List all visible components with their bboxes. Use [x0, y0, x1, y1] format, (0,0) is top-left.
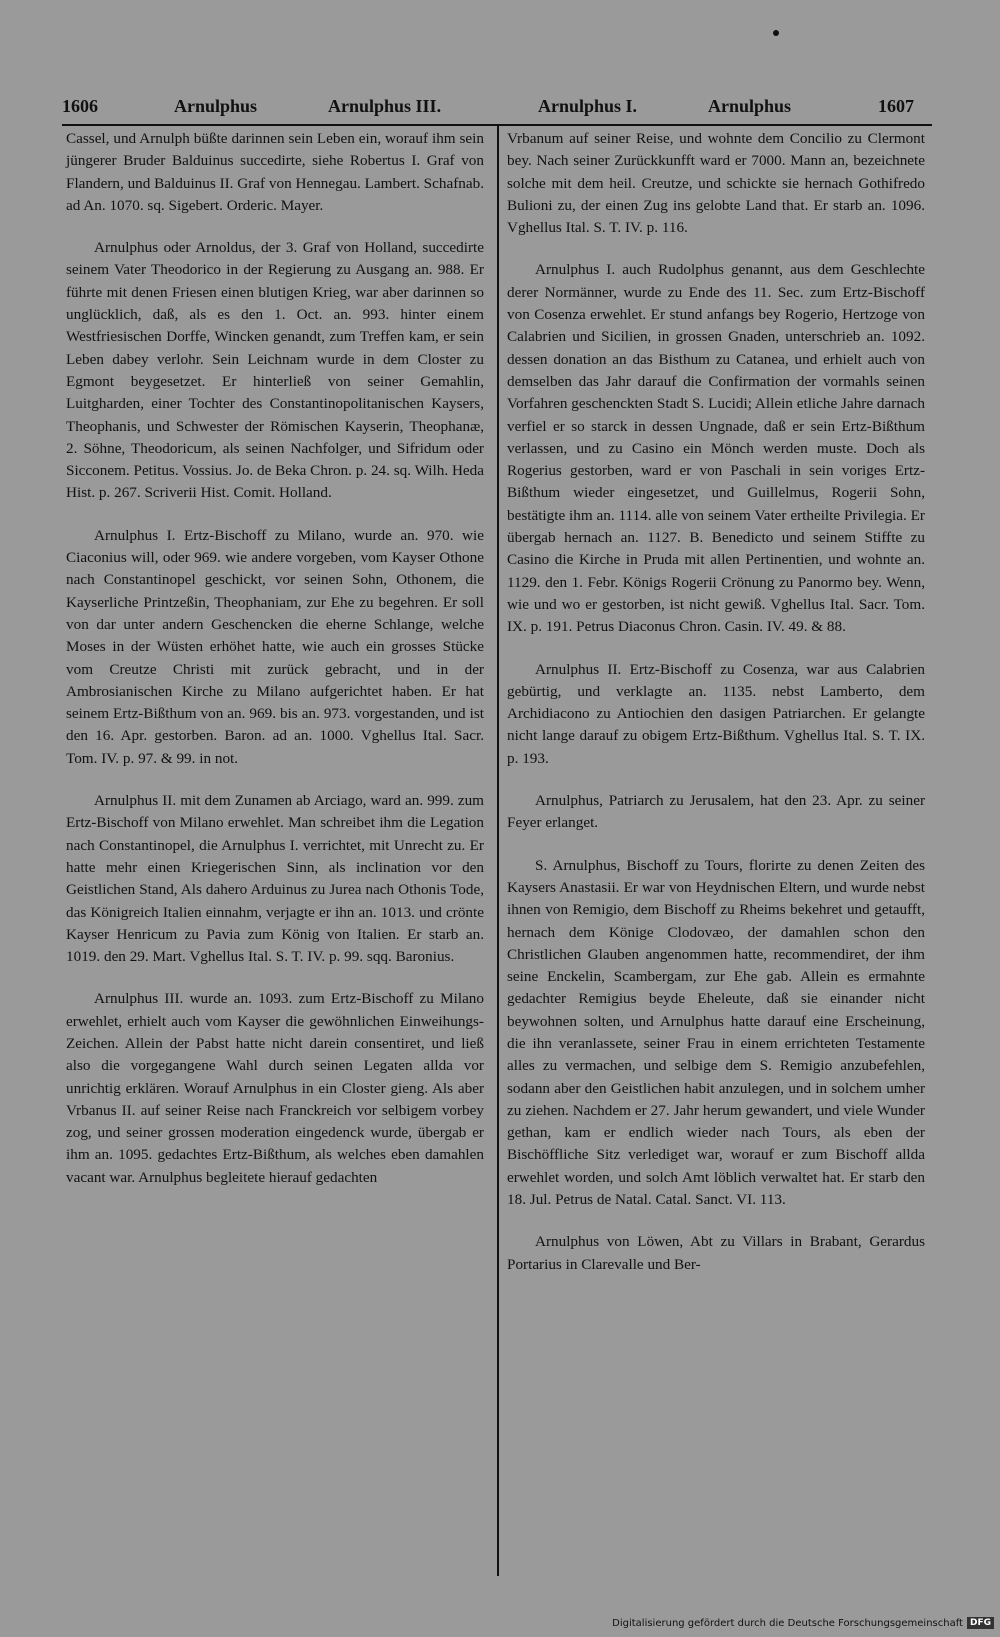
ink-speck: [773, 30, 779, 36]
entry-paragraph: Cassel, und Arnulph büßte darinnen sein Leben ein, worauf ihm sein jüngerer Bruder Balduinus succedirte, siehe Robertus I. Graf von Flandern, und Balduinus II. Graf von Hennegau. Lambert. Schafnab. ad An. 1070. sq. Sigebert. Orderic. Mayer.: [66, 130, 484, 214]
column-divider: [497, 126, 499, 1576]
page-number-right: 1607: [878, 96, 914, 116]
guide-word-left-center: Arnulphus III.: [328, 96, 442, 116]
right-column: [507, 128, 925, 1276]
page-number-left: 1606: [62, 96, 98, 116]
entry-paragraph: Arnulphus II. mit dem Zunamen ab Arciago, ward an. 999. zum Ertz-Bischoff von Milano erwehlet. Man schreibet ihm die Legation nach Constantinopel, die Arnulphus I. verrichtet, mit Unrecht zu. Er hatte mehr einen Kriegerischen Sinn, als inclination vor den Geistlichen Stand, Als dahero Arduinus zu Jurea nach Othonis Tode, das Königreich Italien einnahm, verjagte er ihn an. 1013. und crönte Kayser Henricum zu Pavia zum König von Italien. Er starb an. 1019. den 29. Mart. Vghellus Ital. S. T. IV. p. 99. sqq. Baronius.: [66, 792, 484, 966]
dfg-logo: DFG: [967, 1617, 994, 1629]
entry-paragraph: Vrbanum auf seiner Reise, und wohnte dem Concilio zu Clermont bey. Nach seiner Zurückkunfft ward er 7000. Mann an, bezeichnete solche mit dem heil. Creutze, und schickte sie hernach Gothifredo Bulioni zu, der einen Zug ins gelobte Land that. Er starb an. 1096. Vghellus Ital. S. T. IV. p. 116.: [507, 130, 925, 237]
entry-paragraph: Arnulphus oder Arnoldus, der 3. Graf von Holland, succedirte seinem Vater Theodorico in der Regierung zu Ausgang an. 988. Er führte mit denen Friesen einen blutigen Krieg, war aber darinnen so unglücklich, daß, als es den 1. Oct. an. 993. hinter einem Westfriesischen Dorffe, Wincken genandt, zum Treffen kam, er sein Leben dabey verlohr. Sein Leichnam wurde in dem Closter zu Egmont beygesetzet. Er hinterließ von seiner Gemahlin, Luitgharden, einer Tochter des Constantinopolitanischen Kaysers, Theophanis, und Schwester der Römischen Kayserin, Theophanæ, 2. Söhne, Theodoricum, als seinen Nachfolger, und Sifridum oder Sicconem. Petitus. Vossius. Jo. de Beka Chron. p. 24. sq. Wilh. Heda Hist. p. 267. Scriverii Hist. Comit. Holland.: [66, 239, 484, 502]
entry-paragraph: Arnulphus I. auch Rudolphus genannt, aus dem Geschlechte derer Normänner, wurde zu Ende des 11. Sec. zum Ertz-Bischoff von Cosenza erwehlet. Er stund anfangs bey Rogerio, Hertzoge von Calabrien und Sicilien, in grossen Gnaden, unterschrieb an. 1092. dessen donation an das Bisthum zu Catanea, und erhielt auch von demselben das Jahr darauf die Confirmation der vormahls seinen Vorfahren geschenckten Stadt S. Lucidi; Allein etliche Jahre darnach verfiel er so starck in dessen Ungnade, daß er sein Ertz-Bißthum verlassen, und zu Casino ein Mönch werden muste. Doch als Rogerius gestorben, ward er von Paschali in sein voriges Ertz-Bißthum wieder eingesetzet, und Guillelmus, Rogerii Sohn, bestätigte ihm an. 1114. alle von seinem Vater ertheilte Privilegia. Er übergab hernach an. 1127. B. Benedicto und seinem Stiffte zu Casino die Kirche in Pruda mit allen Pertinentien, und wohnte an. 1129. den 1. Febr. Königs Rogerii Crönung zu Panormo bey. Wenn, wie und wo er gestorben, ist nicht gewiß. Vghellus Ital. Sacr. Tom. IX. p. 191. Petrus Diaconus Chron. Casin. IV. 49. & 88.: [507, 261, 925, 636]
credit-text: Digitalisierung gefördert durch die Deutsche Forschungsgemeinschaft: [612, 1617, 963, 1629]
entry-paragraph: Arnulphus III. wurde an. 1093. zum Ertz-Bischoff zu Milano erwehlet, erhielt auch vom Kayser die gewöhnlichen Einweihungs-Zeichen. Allein der Pabst hatte nicht darein consentiret, und ließ also die vorgegangene Wahl durch seinen Legaten allda vor unrichtig erklären. Worauf Arnulphus in ein Closter gieng. Als aber Vrbanus II. auf seiner Reise nach Franckreich vor selbigem vorbey zog, und seiner grossen moderation eingedenck wurde, übergab er ihm an. 1095. gedachtes Ertz-Bißthum, als welches eben damahlen vacant war. Arnulphus begleitete hierauf gedachten: [66, 990, 484, 1186]
guide-word-right-center: Arnulphus I.: [538, 96, 638, 116]
digitization-credit: [612, 1617, 994, 1629]
guide-word-left: Arnulphus: [174, 96, 258, 116]
entry-paragraph: Arnulphus II. Ertz-Bischoff zu Cosenza, war aus Calabrien gebürtig, und verklagte an. 1135. nebst Lamberto, dem Archidiacono zu Antiochien den dasigen Patriarchen. Er gelangte nicht lange darauf zu obigem Ertz-Bißthum. Vghellus Ital. S. T. IX. p. 193.: [507, 660, 925, 767]
entry-paragraph: S. Arnulphus, Bischoff zu Tours, florirte zu denen Zeiten des Kaysers Anastasii. Er war von Heydnischen Eltern, und wurde nebst ihnen von Remigio, dem Bischoff zu Rheims bekehret und getaufft, hernach dem Könige Clodovæo, der damahlen schon den Christlichen Glauben angenommen hatte, recommendiret, der ihm seine Enckelin, Scambergam, zur Ehe gab. Allein es ermahnte gedachter Remigius beyde Eheleute, daß sie einander nicht beywohnen solten, und Arnulphus hatte darauf eine Erscheinung, die ihn veranlassete, seiner Frau in einem errichteten Testamente alles zu vermachen, und selbige dem S. Remigio anzubefehlen, sodann aber den Geistlichen habit anzulegen, und in solchem umher zu ziehen. Nachdem er 27. Jahr herum gewandert, und viele Wunder gethan, kam er endlich wieder nach Tours, als eben der Bischöffliche Sitz verlediget war, worauf er zum Bischoff allda erwehlet worden, und solch Amt löblich verwaltet hat. Er starb den 18. Jul. Petrus de Natal. Catal. Sanct. VI. 113.: [507, 856, 925, 1209]
guide-word-right: Arnulphus: [708, 96, 792, 116]
entry-paragraph: Arnulphus von Löwen, Abt zu Villars in Brabant, Gerardus Portarius in Clarevalle und Ber-: [507, 1233, 925, 1273]
entry-paragraph: Arnulphus I. Ertz-Bischoff zu Milano, wurde an. 970. wie Ciaconius will, oder 969. wie andere vorgeben, vom Kayser Othone nach Constantinopel geschickt, vor seinen Sohn, Othonem, die Kayserliche Printzeßin, Theophaniam, zur Ehe zu begehren. Er soll von dar unter andern Geschencken die eherne Schlange, welche Moses in der Wüsten erhöhet hatte, wie auch ein grosses Stücke vom Creutze Christi mit zurück gebracht, und in der Ambrosianischen Kirche zu Milano aufgerichtet haben. Er hat seinem Ertz-Bißthum von an. 969. bis an. 973. vorgestanden, und ist den 16. Apr. gestorben. Baron. ad an. 1000. Vghellus Ital. Sacr. Tom. IV. p. 97. & 99. in not.: [66, 526, 484, 767]
left-column: [66, 128, 484, 1189]
entry-paragraph: Arnulphus, Patriarch zu Jerusalem, hat den 23. Apr. zu seiner Feyer erlanget.: [507, 792, 925, 832]
running-header: [62, 92, 932, 122]
